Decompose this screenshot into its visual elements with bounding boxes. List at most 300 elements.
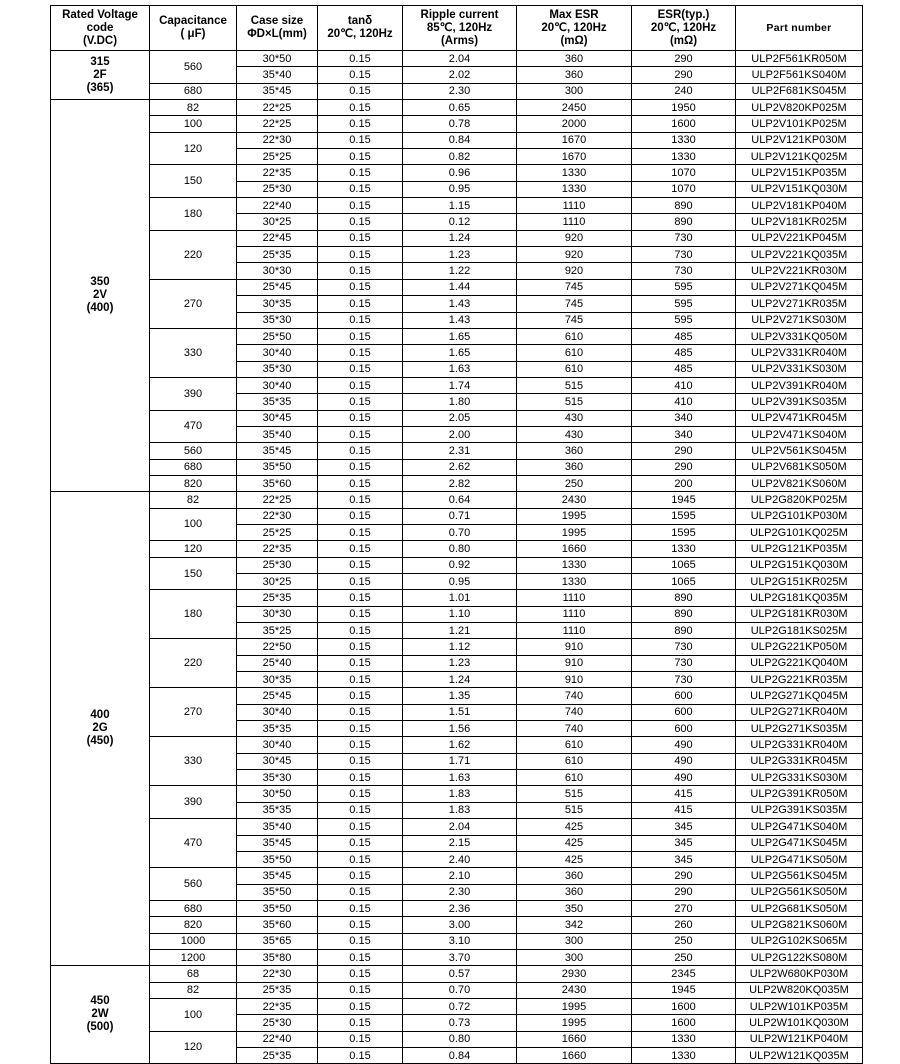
- esr-typ-cell: 890: [632, 198, 736, 214]
- case-size-cell: 22*25: [237, 100, 318, 116]
- ripple-current-cell: 1.56: [403, 721, 517, 737]
- tan-delta-cell: 0.15: [318, 328, 403, 344]
- case-size-cell: 22*25: [237, 492, 318, 508]
- tan-delta-cell: 0.15: [318, 802, 403, 818]
- max-esr-cell: 745: [517, 296, 632, 312]
- table-row: [51, 410, 863, 426]
- part-number-cell: ULP2W820KQ035M: [736, 982, 863, 998]
- max-esr-cell: 610: [517, 737, 632, 753]
- tan-delta-cell: 0.15: [318, 753, 403, 769]
- part-number-cell: ULP2V681KS050M: [736, 459, 863, 475]
- case-size-cell: 35*50: [237, 851, 318, 867]
- table-row: [51, 492, 863, 508]
- tan-delta-cell: 0.15: [318, 606, 403, 622]
- esr-typ-cell: 270: [632, 900, 736, 916]
- case-size-cell: 35*45: [237, 443, 318, 459]
- esr-typ-cell: 345: [632, 851, 736, 867]
- tan-delta-cell: 0.15: [318, 590, 403, 606]
- max-esr-cell: 360: [517, 868, 632, 884]
- part-number-cell: ULP2V271KQ045M: [736, 279, 863, 295]
- ripple-current-cell: 0.78: [403, 116, 517, 132]
- max-esr-cell: 610: [517, 361, 632, 377]
- ripple-current-cell: 2.15: [403, 835, 517, 851]
- max-esr-cell: 515: [517, 802, 632, 818]
- case-size-cell: 30*35: [237, 672, 318, 688]
- ripple-current-cell: 3.70: [403, 949, 517, 965]
- max-esr-cell: 610: [517, 328, 632, 344]
- case-size-cell: 35*30: [237, 770, 318, 786]
- max-esr-cell: 1995: [517, 1015, 632, 1031]
- capacitance-cell: 220: [150, 639, 237, 688]
- part-number-cell: ULP2V471KS040M: [736, 426, 863, 442]
- esr-typ-cell: 595: [632, 312, 736, 328]
- max-esr-cell: 1110: [517, 590, 632, 606]
- case-size-cell: 30*40: [237, 704, 318, 720]
- capacitance-cell: 270: [150, 688, 237, 737]
- capacitance-cell: 330: [150, 328, 237, 377]
- tan-delta-cell: 0.15: [318, 524, 403, 540]
- part-number-cell: ULP2V331KR040M: [736, 345, 863, 361]
- case-size-cell: 22*35: [237, 165, 318, 181]
- tan-delta-cell: 0.15: [318, 116, 403, 132]
- part-number-cell: ULP2V391KS035M: [736, 394, 863, 410]
- ripple-current-cell: 1.43: [403, 312, 517, 328]
- ripple-current-cell: 1.80: [403, 394, 517, 410]
- capacitance-cell: 100: [150, 998, 237, 1031]
- ripple-current-cell: 1.63: [403, 361, 517, 377]
- esr-typ-cell: 890: [632, 214, 736, 230]
- case-size-cell: 30*45: [237, 410, 318, 426]
- tan-delta-cell: 0.15: [318, 819, 403, 835]
- part-number-cell: ULP2V271KS030M: [736, 312, 863, 328]
- case-size-cell: 22*40: [237, 198, 318, 214]
- max-esr-cell: 425: [517, 851, 632, 867]
- part-number-cell: ULP2V101KP025M: [736, 116, 863, 132]
- ripple-current-cell: 1.22: [403, 263, 517, 279]
- esr-typ-cell: 260: [632, 917, 736, 933]
- part-number-cell: ULP2G821KS060M: [736, 917, 863, 933]
- capacitance-cell: 560: [150, 868, 237, 901]
- esr-typ-cell: 730: [632, 230, 736, 246]
- tan-delta-cell: 0.15: [318, 639, 403, 655]
- esr-typ-cell: 415: [632, 786, 736, 802]
- header-case-size: Case size ΦD×L(mm): [237, 6, 318, 51]
- part-number-cell: ULP2W121KP040M: [736, 1031, 863, 1047]
- case-size-cell: 35*35: [237, 721, 318, 737]
- esr-typ-cell: 490: [632, 753, 736, 769]
- part-number-cell: ULP2G820KP025M: [736, 492, 863, 508]
- esr-typ-cell: 290: [632, 884, 736, 900]
- ripple-current-cell: 0.92: [403, 557, 517, 573]
- case-size-cell: 25*30: [237, 181, 318, 197]
- case-size-cell: 22*30: [237, 132, 318, 148]
- tan-delta-cell: 0.15: [318, 900, 403, 916]
- tan-delta-cell: 0.15: [318, 835, 403, 851]
- case-size-cell: 35*35: [237, 802, 318, 818]
- max-esr-cell: 610: [517, 753, 632, 769]
- capacitance-cell: 82: [150, 100, 237, 116]
- part-number-cell: ULP2W101KP035M: [736, 998, 863, 1014]
- ripple-current-cell: 2.40: [403, 851, 517, 867]
- capacitance-cell: 120: [150, 541, 237, 557]
- esr-typ-cell: 290: [632, 868, 736, 884]
- header-ripple-current: Ripple current 85℃, 120Hz (Arms): [403, 6, 517, 51]
- part-number-cell: ULP2G221KP050M: [736, 639, 863, 655]
- part-number-cell: ULP2G271KS035M: [736, 721, 863, 737]
- case-size-cell: 35*80: [237, 949, 318, 965]
- tan-delta-cell: 0.15: [318, 704, 403, 720]
- max-esr-cell: 360: [517, 459, 632, 475]
- max-esr-cell: 2000: [517, 116, 632, 132]
- ripple-current-cell: 1.21: [403, 623, 517, 639]
- max-esr-cell: 745: [517, 312, 632, 328]
- tan-delta-cell: 0.15: [318, 884, 403, 900]
- esr-typ-cell: 1330: [632, 149, 736, 165]
- max-esr-cell: 300: [517, 933, 632, 949]
- table-row: [51, 590, 863, 606]
- esr-typ-cell: 1600: [632, 998, 736, 1014]
- max-esr-cell: 360: [517, 884, 632, 900]
- tan-delta-cell: 0.15: [318, 1031, 403, 1047]
- max-esr-cell: 250: [517, 475, 632, 491]
- part-number-cell: ULP2G271KR040M: [736, 704, 863, 720]
- tan-delta-cell: 0.15: [318, 966, 403, 982]
- tan-delta-cell: 0.15: [318, 672, 403, 688]
- header-part-number: Part number: [736, 6, 863, 51]
- tan-delta-cell: 0.15: [318, 361, 403, 377]
- tan-delta-cell: 0.15: [318, 149, 403, 165]
- table-row: [51, 443, 863, 459]
- part-number-cell: ULP2G471KS045M: [736, 835, 863, 851]
- capacitance-cell: 150: [150, 557, 237, 590]
- part-number-cell: ULP2G102KS065M: [736, 933, 863, 949]
- tan-delta-cell: 0.15: [318, 786, 403, 802]
- max-esr-cell: 2930: [517, 966, 632, 982]
- table-row: [51, 116, 863, 132]
- case-size-cell: 25*50: [237, 328, 318, 344]
- tan-delta-cell: 0.15: [318, 770, 403, 786]
- esr-typ-cell: 290: [632, 443, 736, 459]
- case-size-cell: 22*35: [237, 541, 318, 557]
- ripple-current-cell: 2.30: [403, 884, 517, 900]
- max-esr-cell: 2430: [517, 492, 632, 508]
- case-size-cell: 30*40: [237, 377, 318, 393]
- part-number-cell: ULP2V221KQ035M: [736, 247, 863, 263]
- table-row: [51, 949, 863, 965]
- ripple-current-cell: 0.57: [403, 966, 517, 982]
- capacitance-cell: 270: [150, 279, 237, 328]
- case-size-cell: 30*35: [237, 296, 318, 312]
- header-row: [51, 6, 863, 51]
- table-row: [51, 83, 863, 99]
- table-row: [51, 51, 863, 67]
- max-esr-cell: 1110: [517, 606, 632, 622]
- capacitance-cell: 680: [150, 459, 237, 475]
- ripple-current-cell: 0.95: [403, 181, 517, 197]
- part-number-cell: ULP2G221KR035M: [736, 672, 863, 688]
- header-esr-typ: ESR(typ.) 20℃, 120Hz (mΩ): [632, 6, 736, 51]
- esr-typ-cell: 1330: [632, 132, 736, 148]
- tan-delta-cell: 0.15: [318, 410, 403, 426]
- case-size-cell: 25*40: [237, 655, 318, 671]
- ripple-current-cell: 2.31: [403, 443, 517, 459]
- table-row: [51, 966, 863, 982]
- part-number-cell: ULP2G331KR045M: [736, 753, 863, 769]
- case-size-cell: 25*25: [237, 524, 318, 540]
- esr-typ-cell: 730: [632, 672, 736, 688]
- case-size-cell: 35*50: [237, 459, 318, 475]
- tan-delta-cell: 0.15: [318, 100, 403, 116]
- case-size-cell: 35*60: [237, 475, 318, 491]
- esr-typ-cell: 730: [632, 247, 736, 263]
- case-size-cell: 22*30: [237, 508, 318, 524]
- case-size-cell: 30*50: [237, 51, 318, 67]
- esr-typ-cell: 1945: [632, 492, 736, 508]
- ripple-current-cell: 1.74: [403, 377, 517, 393]
- ripple-current-cell: 2.05: [403, 410, 517, 426]
- part-number-cell: ULP2G181KS025M: [736, 623, 863, 639]
- tan-delta-cell: 0.15: [318, 459, 403, 475]
- esr-typ-cell: 200: [632, 475, 736, 491]
- ripple-current-cell: 2.36: [403, 900, 517, 916]
- max-esr-cell: 360: [517, 443, 632, 459]
- esr-typ-cell: 1600: [632, 1015, 736, 1031]
- header-rated-voltage: Rated Voltage code (V.DC): [51, 6, 150, 51]
- part-number-cell: ULP2V151KQ030M: [736, 181, 863, 197]
- esr-typ-cell: 340: [632, 426, 736, 442]
- capacitance-cell: 100: [150, 508, 237, 541]
- max-esr-cell: 515: [517, 377, 632, 393]
- part-number-cell: ULP2F681KS045M: [736, 83, 863, 99]
- case-size-cell: 30*30: [237, 606, 318, 622]
- table-row: [51, 475, 863, 491]
- capacitance-cell: 680: [150, 83, 237, 99]
- capacitance-cell: 390: [150, 786, 237, 819]
- ripple-current-cell: 1.12: [403, 639, 517, 655]
- capacitance-cell: 1000: [150, 933, 237, 949]
- case-size-cell: 35*65: [237, 933, 318, 949]
- part-number-cell: ULP2G471KS040M: [736, 819, 863, 835]
- capacitance-cell: 68: [150, 966, 237, 982]
- table-row: [51, 557, 863, 573]
- header-capacitance: Capacitance ( μF): [150, 6, 237, 51]
- part-number-cell: ULP2W101KQ030M: [736, 1015, 863, 1031]
- ripple-current-cell: 0.64: [403, 492, 517, 508]
- capacitance-cell: 82: [150, 982, 237, 998]
- rated-voltage-cell: 450 2W (500): [51, 966, 150, 1064]
- rated-voltage-cell: 400 2G (450): [51, 492, 150, 966]
- max-esr-cell: 910: [517, 655, 632, 671]
- esr-typ-cell: 595: [632, 296, 736, 312]
- ripple-current-cell: 0.70: [403, 524, 517, 540]
- case-size-cell: 22*45: [237, 230, 318, 246]
- max-esr-cell: 610: [517, 345, 632, 361]
- tan-delta-cell: 0.15: [318, 998, 403, 1014]
- esr-typ-cell: 730: [632, 655, 736, 671]
- tan-delta-cell: 0.15: [318, 655, 403, 671]
- ripple-current-cell: 0.71: [403, 508, 517, 524]
- ripple-current-cell: 1.01: [403, 590, 517, 606]
- part-number-cell: ULP2G391KR050M: [736, 786, 863, 802]
- case-size-cell: 25*35: [237, 247, 318, 263]
- part-number-cell: ULP2V121KQ025M: [736, 149, 863, 165]
- capacitance-cell: 470: [150, 819, 237, 868]
- ripple-current-cell: 1.23: [403, 247, 517, 263]
- ripple-current-cell: 1.65: [403, 345, 517, 361]
- ripple-current-cell: 0.70: [403, 982, 517, 998]
- case-size-cell: 30*40: [237, 345, 318, 361]
- ripple-current-cell: 1.44: [403, 279, 517, 295]
- max-esr-cell: 515: [517, 786, 632, 802]
- part-number-cell: ULP2G331KR040M: [736, 737, 863, 753]
- tan-delta-cell: 0.15: [318, 214, 403, 230]
- tan-delta-cell: 0.15: [318, 1015, 403, 1031]
- part-number-cell: ULP2G471KS050M: [736, 851, 863, 867]
- ripple-current-cell: 0.72: [403, 998, 517, 1014]
- part-number-cell: ULP2G181KR030M: [736, 606, 863, 622]
- max-esr-cell: 515: [517, 394, 632, 410]
- table-row: [51, 917, 863, 933]
- esr-typ-cell: 890: [632, 623, 736, 639]
- tan-delta-cell: 0.15: [318, 247, 403, 263]
- part-number-cell: ULP2V820KP025M: [736, 100, 863, 116]
- ripple-current-cell: 1.23: [403, 655, 517, 671]
- esr-typ-cell: 290: [632, 459, 736, 475]
- esr-typ-cell: 410: [632, 394, 736, 410]
- esr-typ-cell: 600: [632, 721, 736, 737]
- esr-typ-cell: 1600: [632, 116, 736, 132]
- case-size-cell: 25*30: [237, 1015, 318, 1031]
- max-esr-cell: 740: [517, 688, 632, 704]
- esr-typ-cell: 1330: [632, 1047, 736, 1063]
- tan-delta-cell: 0.15: [318, 721, 403, 737]
- part-number-cell: ULP2G561KS045M: [736, 868, 863, 884]
- capacitance-cell: 220: [150, 230, 237, 279]
- tan-delta-cell: 0.15: [318, 851, 403, 867]
- max-esr-cell: 1670: [517, 149, 632, 165]
- case-size-cell: 25*25: [237, 149, 318, 165]
- tan-delta-cell: 0.15: [318, 296, 403, 312]
- esr-typ-cell: 1065: [632, 557, 736, 573]
- max-esr-cell: 1995: [517, 524, 632, 540]
- esr-typ-cell: 1595: [632, 508, 736, 524]
- table-row: [51, 933, 863, 949]
- capacitance-cell: 1200: [150, 949, 237, 965]
- max-esr-cell: 920: [517, 247, 632, 263]
- case-size-cell: 35*30: [237, 361, 318, 377]
- max-esr-cell: 920: [517, 230, 632, 246]
- capacitance-cell: 150: [150, 165, 237, 198]
- table-row: [51, 998, 863, 1014]
- part-number-cell: ULP2F561KS040M: [736, 67, 863, 83]
- esr-typ-cell: 1950: [632, 100, 736, 116]
- max-esr-cell: 350: [517, 900, 632, 916]
- tan-delta-cell: 0.15: [318, 67, 403, 83]
- max-esr-cell: 425: [517, 835, 632, 851]
- capacitance-cell: 120: [150, 132, 237, 165]
- tan-delta-cell: 0.15: [318, 263, 403, 279]
- max-esr-cell: 610: [517, 770, 632, 786]
- max-esr-cell: 360: [517, 51, 632, 67]
- table-row: [51, 279, 863, 295]
- max-esr-cell: 1110: [517, 214, 632, 230]
- case-size-cell: 30*40: [237, 737, 318, 753]
- esr-typ-cell: 595: [632, 279, 736, 295]
- ripple-current-cell: 0.84: [403, 132, 517, 148]
- max-esr-cell: 1660: [517, 541, 632, 557]
- esr-typ-cell: 600: [632, 688, 736, 704]
- esr-typ-cell: 345: [632, 819, 736, 835]
- ripple-current-cell: 2.10: [403, 868, 517, 884]
- ripple-current-cell: 0.96: [403, 165, 517, 181]
- part-number-cell: ULP2F561KR050M: [736, 51, 863, 67]
- rated-voltage-cell: 315 2F (365): [51, 51, 150, 100]
- case-size-cell: 35*25: [237, 623, 318, 639]
- esr-typ-cell: 600: [632, 704, 736, 720]
- header-tan-delta: tanδ 20℃, 120Hz: [318, 6, 403, 51]
- max-esr-cell: 1110: [517, 198, 632, 214]
- ripple-current-cell: 0.80: [403, 1031, 517, 1047]
- ripple-current-cell: 0.73: [403, 1015, 517, 1031]
- part-number-cell: ULP2V121KP030M: [736, 132, 863, 148]
- part-number-cell: ULP2V221KP045M: [736, 230, 863, 246]
- case-size-cell: 22*50: [237, 639, 318, 655]
- esr-typ-cell: 345: [632, 835, 736, 851]
- part-number-cell: ULP2V821KS060M: [736, 475, 863, 491]
- capacitance-cell: 820: [150, 917, 237, 933]
- ripple-current-cell: 1.51: [403, 704, 517, 720]
- case-size-cell: 35*60: [237, 917, 318, 933]
- max-esr-cell: 342: [517, 917, 632, 933]
- tan-delta-cell: 0.15: [318, 279, 403, 295]
- max-esr-cell: 1330: [517, 165, 632, 181]
- esr-typ-cell: 490: [632, 737, 736, 753]
- table-row: [51, 230, 863, 246]
- case-size-cell: 22*35: [237, 998, 318, 1014]
- tan-delta-cell: 0.15: [318, 917, 403, 933]
- esr-typ-cell: 1945: [632, 982, 736, 998]
- case-size-cell: 30*30: [237, 263, 318, 279]
- ripple-current-cell: 0.80: [403, 541, 517, 557]
- part-number-cell: ULP2V221KR030M: [736, 263, 863, 279]
- max-esr-cell: 1995: [517, 508, 632, 524]
- case-size-cell: 35*45: [237, 868, 318, 884]
- esr-typ-cell: 485: [632, 345, 736, 361]
- esr-typ-cell: 340: [632, 410, 736, 426]
- capacitance-cell: 470: [150, 410, 237, 443]
- tan-delta-cell: 0.15: [318, 574, 403, 590]
- case-size-cell: 35*40: [237, 67, 318, 83]
- tan-delta-cell: 0.15: [318, 623, 403, 639]
- capacitance-cell: 180: [150, 198, 237, 231]
- table-row: [51, 377, 863, 393]
- table-row: [51, 459, 863, 475]
- max-esr-cell: 430: [517, 410, 632, 426]
- tan-delta-cell: 0.15: [318, 345, 403, 361]
- tan-delta-cell: 0.15: [318, 198, 403, 214]
- max-esr-cell: 1660: [517, 1047, 632, 1063]
- ripple-current-cell: 0.65: [403, 100, 517, 116]
- ripple-current-cell: 2.82: [403, 475, 517, 491]
- part-number-cell: ULP2W121KQ035M: [736, 1047, 863, 1063]
- esr-typ-cell: 2345: [632, 966, 736, 982]
- part-number-cell: ULP2G122KS080M: [736, 949, 863, 965]
- case-size-cell: 35*45: [237, 83, 318, 99]
- part-number-cell: ULP2G221KQ040M: [736, 655, 863, 671]
- max-esr-cell: 360: [517, 67, 632, 83]
- capacitance-cell: 100: [150, 116, 237, 132]
- ripple-current-cell: 1.63: [403, 770, 517, 786]
